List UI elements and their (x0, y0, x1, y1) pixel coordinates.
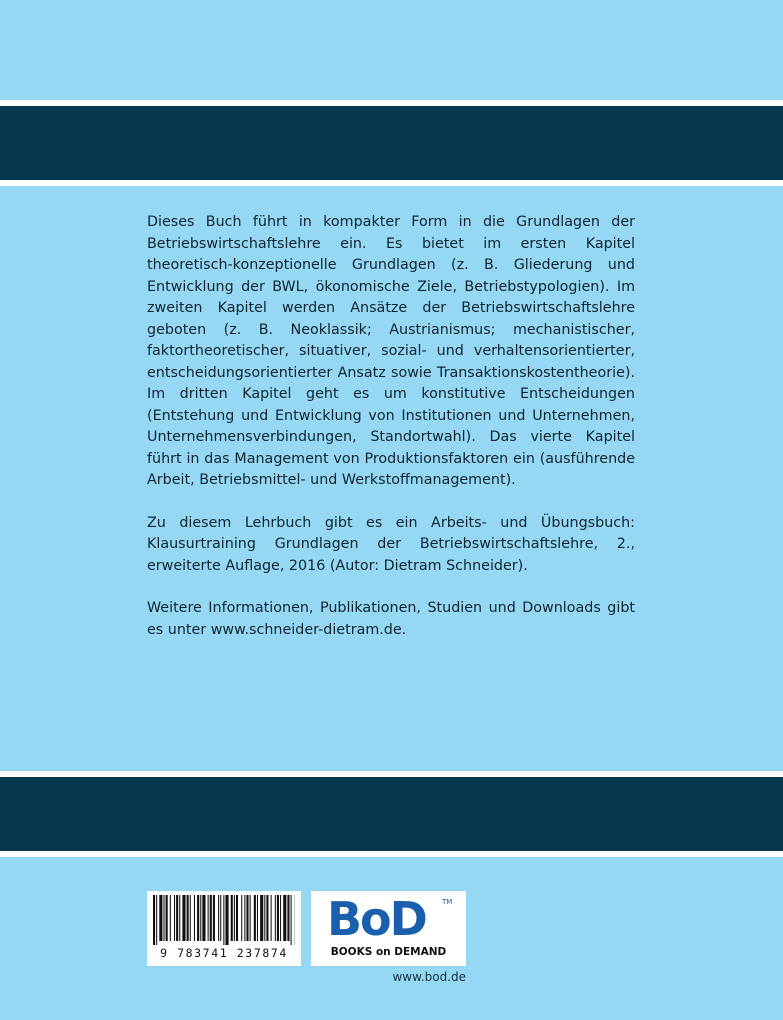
bod-trademark: TM (442, 898, 453, 906)
barcode-bar (187, 895, 189, 941)
top-dark-band (0, 106, 783, 180)
top-white-stripe-lower (0, 180, 783, 186)
barcode-bar (200, 895, 201, 941)
barcode-bar (170, 895, 171, 941)
barcode-bar (266, 895, 268, 941)
barcode-bar (194, 895, 195, 941)
blurb-paragraph-1: Dieses Buch führt in kompakter Form in die Grundlagen der Betriebswirtschaftslehre ein. Es bietet im ersten Kapitel theoretisch-konzeptionelle Grundlagen (z. B. Gliederung und Entwicklung der BWL, ökonomische Ziele, Betriebstypologien). Im zweiten Kapitel werden Ansätze der Betriebswirtschaftslehre geboten (z. B. Neoklassik; Austrianismus; mechanistischer, faktortheoretischer, situativer, sozial- und verhaltensorientierter, entscheidungsorientierter Ansatz sowie Transaktionskostentheorie). Im dritten Kapitel geht es um konstitutive Entscheidungen (Entstehung und Entwicklung von Institutionen und Unternehmen, Unternehmensverbindungen, Standortwahl). Das vierte Kapitel führt in das Management von Produktionsfaktoren ein (ausführende Arbeit, Betriebsmittel- und Werkstoffmanagement). (147, 214, 635, 488)
barcode-bar (153, 895, 155, 945)
barcode-bar (287, 895, 289, 941)
barcode-bar (231, 895, 233, 941)
bod-tagline: BOOKS on DEMAND (330, 946, 447, 958)
bod-url: www.bod.de (392, 970, 466, 984)
barcode-bar (190, 895, 191, 941)
barcode-bar (260, 895, 263, 941)
barcode-bar (236, 895, 238, 941)
blurb-paragraph-2: Zu diesem Lehrbuch gibt es ein Arbeits- und Übungsbuch: Klausurtraining Grundlagen der Betriebswirtschaftslehre, 2., erweiterte Auflage, 2016 (Autor: Dietram Schneider). (147, 514, 635, 574)
barcode-bar (208, 895, 209, 941)
barcode-bar (271, 895, 272, 941)
bod-logo-box (311, 891, 466, 966)
barcode-bar (280, 895, 281, 941)
bottom-white-stripe-lower (0, 851, 783, 857)
barcode-bar (176, 895, 178, 941)
barcode-bar (283, 895, 286, 941)
barcode-bar (213, 895, 215, 941)
barcode-bar (246, 895, 248, 941)
barcode-bar (223, 895, 224, 945)
barcode-bar (164, 895, 165, 941)
barcode-bar (257, 895, 258, 941)
barcode-bar (254, 895, 256, 941)
bod-logo: BoD (327, 892, 426, 946)
barcode-bar (275, 895, 276, 941)
barcode-bar (218, 895, 219, 941)
barcode-bar (264, 895, 265, 941)
barcode-bar (250, 895, 251, 941)
barcode-bar (244, 895, 245, 941)
barcode-bar (241, 895, 242, 941)
barcode-bar (210, 895, 212, 941)
barcode-bars (153, 895, 295, 945)
blurb-paragraph-3: Weitere Informationen, Publikationen, Studien und Downloads gibt es unter www.schneider-dietram.de. (147, 600, 635, 638)
barcode-bar (182, 895, 185, 941)
isbn-number: 9 783741 237874 (160, 946, 288, 960)
barcode-bar (220, 895, 221, 941)
barcode-bar (197, 895, 199, 941)
barcode-bar (202, 895, 205, 941)
isbn-barcode (147, 891, 301, 966)
barcode-bar (234, 895, 235, 941)
barcode-bar (166, 895, 168, 941)
back-cover-blurb (147, 212, 635, 662)
barcode-bar (174, 895, 175, 941)
bottom-dark-band (0, 777, 783, 851)
barcode-bar (277, 895, 279, 941)
barcode-bar (159, 895, 162, 941)
barcode-bar (179, 895, 180, 941)
barcode-bar (291, 895, 292, 945)
barcode-bar (225, 895, 228, 945)
barcode-bar (156, 895, 157, 945)
